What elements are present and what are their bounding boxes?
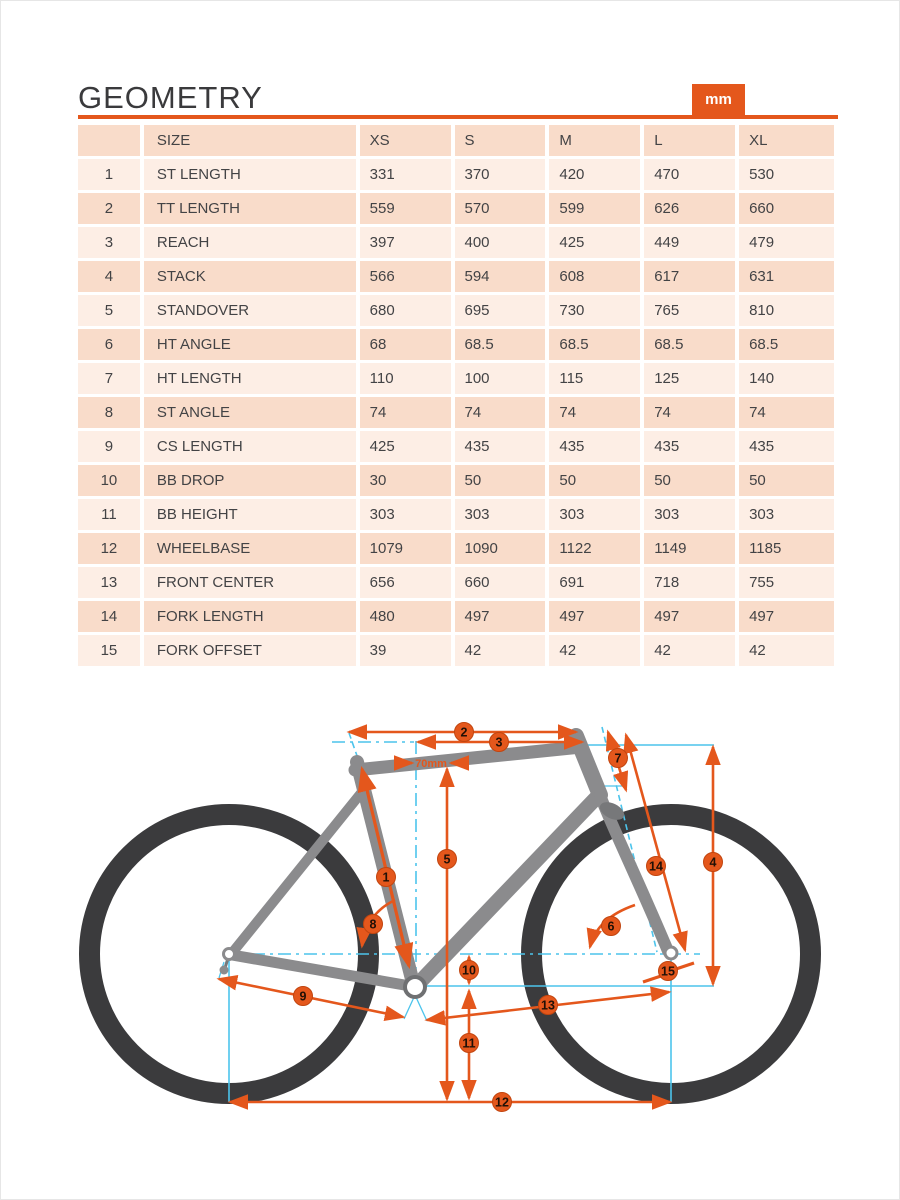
metric-label-cell: HT LENGTH: [144, 363, 356, 394]
metric-label-cell: REACH: [144, 227, 356, 258]
row-number-cell: 12: [78, 533, 140, 564]
value-cell: 68.5: [455, 329, 546, 360]
metric-label-cell: CS LENGTH: [144, 431, 356, 462]
row-number-cell: 5: [78, 295, 140, 326]
bike-geometry-diagram: [0, 690, 900, 1160]
svg-text:10: 10: [462, 963, 476, 978]
table-row: [78, 533, 834, 564]
value-cell: 449: [644, 227, 735, 258]
value-cell: 1122: [549, 533, 640, 564]
column-header-XS: XS: [360, 125, 451, 156]
page-title: GEOMETRY: [78, 80, 263, 115]
callout-6: [602, 917, 621, 936]
row-number-cell: 14: [78, 601, 140, 632]
svg-text:8: 8: [369, 917, 377, 932]
dim-fork-offset-tick-right: [676, 963, 694, 969]
value-cell: 303: [739, 499, 834, 530]
table-row: [78, 431, 834, 462]
value-cell: 1079: [360, 533, 451, 564]
value-cell: 50: [455, 465, 546, 496]
value-cell: 425: [549, 227, 640, 258]
down-tube: [417, 797, 597, 985]
svg-text:4: 4: [709, 855, 717, 870]
value-cell: 497: [549, 601, 640, 632]
value-cell: 68.5: [739, 329, 834, 360]
callout-2: [455, 723, 474, 742]
metric-label-cell: BB DROP: [144, 465, 356, 496]
callout-3: [490, 733, 509, 752]
value-cell: 559: [360, 193, 451, 224]
geometry-table-body: [78, 159, 834, 666]
table-row: [78, 193, 834, 224]
value-cell: 497: [644, 601, 735, 632]
top-tube: [355, 747, 581, 770]
value-cell: 695: [455, 295, 546, 326]
value-cell: 68.5: [549, 329, 640, 360]
row-number-cell: 2: [78, 193, 140, 224]
table-row: [78, 465, 834, 496]
svg-text:13: 13: [541, 998, 555, 1013]
row-number-cell: 8: [78, 397, 140, 428]
value-cell: 74: [360, 397, 451, 428]
value-cell: 303: [549, 499, 640, 530]
table-row: [78, 601, 834, 632]
table-row: [78, 295, 834, 326]
value-cell: 755: [739, 567, 834, 598]
row-number-cell: 6: [78, 329, 140, 360]
svg-text:5: 5: [443, 852, 451, 867]
value-cell: 39: [360, 635, 451, 666]
value-cell: 765: [644, 295, 735, 326]
header: [78, 80, 838, 115]
value-cell: 74: [549, 397, 640, 428]
callout-1: [377, 868, 396, 887]
callout-4: [704, 853, 723, 872]
value-cell: 1149: [644, 533, 735, 564]
metric-label-cell: ST ANGLE: [144, 397, 356, 428]
value-cell: 435: [739, 431, 834, 462]
value-cell: 594: [455, 261, 546, 292]
metric-label-cell: FRONT CENTER: [144, 567, 356, 598]
value-cell: 100: [455, 363, 546, 394]
spec-sheet: [78, 80, 838, 669]
column-header-SIZE: SIZE: [144, 125, 356, 156]
callout-7: [609, 749, 628, 768]
value-cell: 435: [549, 431, 640, 462]
svg-text:1: 1: [382, 870, 390, 885]
row-number-cell: 7: [78, 363, 140, 394]
value-cell: 397: [360, 227, 451, 258]
value-cell: 810: [739, 295, 834, 326]
table-row: [78, 363, 834, 394]
svg-text:11: 11: [462, 1036, 476, 1051]
svg-text:9: 9: [299, 989, 307, 1004]
value-cell: 1090: [455, 533, 546, 564]
metric-label-cell: ST LENGTH: [144, 159, 356, 190]
chain-stay: [232, 955, 416, 987]
value-cell: 656: [360, 567, 451, 598]
value-cell: 303: [455, 499, 546, 530]
value-cell: 140: [739, 363, 834, 394]
column-header-XL: XL: [739, 125, 834, 156]
column-header-M: M: [549, 125, 640, 156]
metric-label-cell: STACK: [144, 261, 356, 292]
value-cell: 303: [644, 499, 735, 530]
table-row: [78, 499, 834, 530]
bb-drop-tick-right: [415, 995, 427, 1021]
svg-text:15: 15: [661, 964, 675, 979]
table-row: [78, 227, 834, 258]
value-cell: 125: [644, 363, 735, 394]
value-cell: 420: [549, 159, 640, 190]
column-header-num: [78, 125, 140, 156]
row-number-cell: 1: [78, 159, 140, 190]
value-cell: 617: [644, 261, 735, 292]
callout-10: [460, 961, 479, 980]
metric-label-cell: STANDOVER: [144, 295, 356, 326]
table-row: [78, 397, 834, 428]
rear-hub: [224, 949, 235, 960]
value-cell: 50: [549, 465, 640, 496]
value-cell: 115: [549, 363, 640, 394]
value-cell: 660: [739, 193, 834, 224]
value-cell: 479: [739, 227, 834, 258]
callout-9: [294, 987, 313, 1006]
rear-derailleur: [220, 966, 229, 975]
value-cell: 42: [455, 635, 546, 666]
callout-12: [493, 1093, 512, 1112]
value-cell: 631: [739, 261, 834, 292]
value-cell: 50: [644, 465, 735, 496]
value-cell: 74: [644, 397, 735, 428]
column-header-L: L: [644, 125, 735, 156]
row-number-cell: 3: [78, 227, 140, 258]
value-cell: 530: [739, 159, 834, 190]
value-cell: 42: [549, 635, 640, 666]
svg-text:2: 2: [460, 725, 468, 740]
table-row: [78, 635, 834, 666]
table-row: [78, 329, 834, 360]
value-cell: 480: [360, 601, 451, 632]
value-cell: 470: [644, 159, 735, 190]
value-cell: 566: [360, 261, 451, 292]
value-cell: 110: [360, 363, 451, 394]
value-cell: 435: [644, 431, 735, 462]
value-cell: 68.5: [644, 329, 735, 360]
svg-text:7: 7: [614, 751, 622, 766]
value-cell: 660: [455, 567, 546, 598]
value-cell: 74: [739, 397, 834, 428]
metric-label-cell: TT LENGTH: [144, 193, 356, 224]
value-cell: 626: [644, 193, 735, 224]
callout-14: [647, 857, 666, 876]
value-cell: 570: [455, 193, 546, 224]
svg-text:14: 14: [649, 859, 663, 874]
callout-5: [438, 850, 457, 869]
bottom-bracket: [405, 977, 425, 997]
metric-label-cell: BB HEIGHT: [144, 499, 356, 530]
table-row: [78, 261, 834, 292]
value-cell: 718: [644, 567, 735, 598]
value-cell: 331: [360, 159, 451, 190]
value-cell: 680: [360, 295, 451, 326]
value-cell: 497: [455, 601, 546, 632]
geometry-table-head: [78, 125, 834, 156]
value-cell: 50: [739, 465, 834, 496]
value-cell: 370: [455, 159, 546, 190]
metric-label-cell: WHEELBASE: [144, 533, 356, 564]
callout-11: [460, 1034, 479, 1053]
front-hub: [665, 947, 677, 959]
value-cell: 730: [549, 295, 640, 326]
callout-8: [364, 915, 383, 934]
value-cell: 435: [455, 431, 546, 462]
value-cell: 42: [739, 635, 834, 666]
svg-text:3: 3: [495, 735, 503, 750]
svg-text:6: 6: [607, 919, 615, 934]
value-cell: 608: [549, 261, 640, 292]
metric-label-cell: HT ANGLE: [144, 329, 356, 360]
value-cell: 30: [360, 465, 451, 496]
unit-badge: mm: [692, 84, 745, 115]
value-cell: 68: [360, 329, 451, 360]
geometry-table: [74, 122, 838, 669]
metric-label-cell: FORK OFFSET: [144, 635, 356, 666]
metric-label-cell: FORK LENGTH: [144, 601, 356, 632]
value-cell: 400: [455, 227, 546, 258]
row-number-cell: 9: [78, 431, 140, 462]
row-number-cell: 13: [78, 567, 140, 598]
value-cell: 599: [549, 193, 640, 224]
value-cell: 691: [549, 567, 640, 598]
value-cell: 74: [455, 397, 546, 428]
value-cell: 1185: [739, 533, 834, 564]
table-row: [78, 159, 834, 190]
row-number-cell: 10: [78, 465, 140, 496]
callout-15: [659, 962, 678, 981]
value-cell: 425: [360, 431, 451, 462]
svg-text:12: 12: [495, 1095, 509, 1110]
table-row: [78, 567, 834, 598]
value-cell: 497: [739, 601, 834, 632]
row-number-cell: 4: [78, 261, 140, 292]
callout-13: [539, 996, 558, 1015]
header-row: [78, 125, 834, 156]
row-number-cell: 15: [78, 635, 140, 666]
row-number-cell: 11: [78, 499, 140, 530]
value-cell: 42: [644, 635, 735, 666]
column-header-S: S: [455, 125, 546, 156]
value-cell: 303: [360, 499, 451, 530]
dim-fork-offset-tick-left: [643, 976, 661, 982]
standover-offset-label: 70mm: [415, 758, 447, 770]
